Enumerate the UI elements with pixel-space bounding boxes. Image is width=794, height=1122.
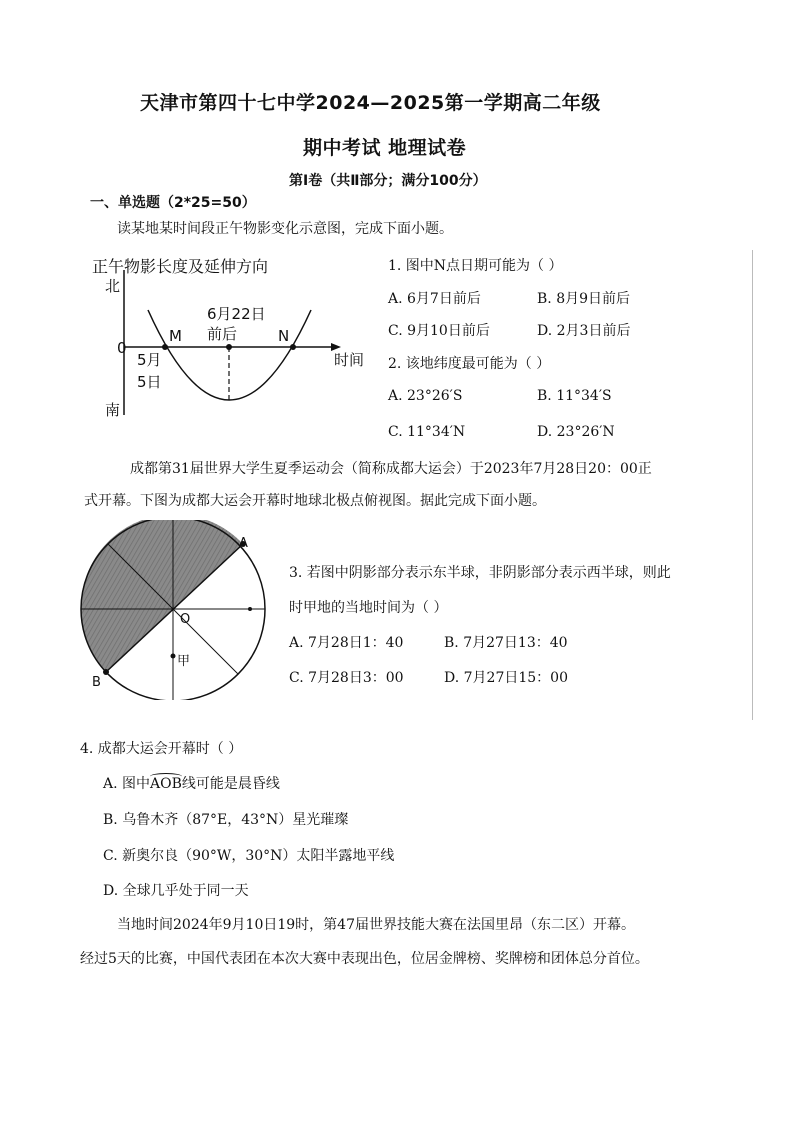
exam-title: 天津市第四十七中学2024—2025第一学期高二年级 <box>140 92 601 114</box>
q2-option-b: B. 11°34′S <box>537 388 612 404</box>
label-o: O <box>180 612 191 627</box>
q2-option-d: D. 23°26′N <box>537 424 615 440</box>
q4-option-a-arc: AOB <box>150 776 182 792</box>
q2-option-a: A. 23°26′S <box>388 388 463 404</box>
q3-option-a: A. 7月28日1：40 <box>289 635 404 651</box>
volume-info: 第Ⅰ卷（共Ⅱ部分；满分100分） <box>289 173 487 189</box>
intro-3-line-1: 当地时间2024年9月10日19时，第47届世界技能大赛在法国里昂（东二区）开幕。 <box>117 917 635 933</box>
q3-option-c: C. 7月28日3：00 <box>289 670 404 686</box>
eastern-hemisphere-shade <box>81 520 243 672</box>
q4-stem: 4. 成都大运会开幕时（ ） <box>80 741 243 757</box>
point-n <box>290 344 296 350</box>
label-jia: 甲 <box>177 654 191 669</box>
exam-subtitle: 期中考试 地理试卷 <box>303 137 467 159</box>
q3-option-b: B. 7月27日13：40 <box>444 635 568 651</box>
label-north: 北 <box>105 277 121 295</box>
label-may5-day: 5日 <box>137 373 162 391</box>
label-n: N <box>278 327 290 345</box>
section-heading: 一、单选题（2*25=50） <box>90 195 256 211</box>
label-m: M <box>169 327 182 345</box>
intro-3-line-2: 经过5天的比赛，中国代表团在本次大赛中表现出色，位居金牌榜、奖牌榜和团体总分首位。 <box>80 951 649 967</box>
label-zero: 0 <box>117 339 127 357</box>
q1-option-b: B. 8月9日前后 <box>537 291 631 307</box>
intro-1: 读某地某时间段正午物影变化示意图，完成下面小题。 <box>117 221 453 237</box>
q1-option-a: A. 6月7日前后 <box>388 291 481 307</box>
graph-title: 正午物影长度及延伸方向 <box>92 257 269 276</box>
q4-option-a-suffix: 线可能是晨昏线 <box>181 776 280 792</box>
label-south: 南 <box>105 401 121 419</box>
q1-stem: 1. 图中N点日期可能为（ ） <box>388 258 563 274</box>
label-jun22-around: 前后 <box>207 325 238 343</box>
label-may5-month: 5月 <box>137 351 162 369</box>
q4-option-c: C. 新奥尔良（90°W，30°N）太阳半露地平线 <box>103 848 395 864</box>
label-time: 时间 <box>334 351 365 369</box>
q4-option-a <box>103 773 280 793</box>
label-jun22-date: 6月22日 <box>207 305 266 323</box>
scan-margin-line <box>752 250 753 720</box>
intro-2-line-2: 式开幕。下图为成都大运会开幕时地球北极点俯视图。据此完成下面小题。 <box>84 493 546 509</box>
q4-option-d: D. 全球几乎处于同一天 <box>103 883 249 899</box>
q3-stem-line-1: 3. 若图中阴影部分表示东半球，非阴影部分表示西半球，则此 <box>289 565 671 581</box>
q4-option-a-prefix: A. 图中 <box>103 776 151 792</box>
point-jia <box>171 654 176 659</box>
label-b: B <box>92 675 101 690</box>
point-m <box>162 344 168 350</box>
q1-option-d: D. 2月3日前后 <box>537 323 631 339</box>
point-marker-right <box>248 607 252 611</box>
q3-option-d: D. 7月27日15：00 <box>444 670 568 686</box>
intro-2-line-1: 成都第31届世界大学生夏季运动会（简称成都大运会）于2023年7月28日20：00正 <box>130 461 652 477</box>
q4-option-b: B. 乌鲁木齐（87°E，43°N）星光璀璨 <box>103 812 349 828</box>
q2-option-c: C. 11°34′N <box>388 424 466 440</box>
label-a: A <box>239 536 248 551</box>
q3-stem-line-2: 时甲地的当地时间为（ ） <box>289 600 448 616</box>
point-jun22 <box>226 344 232 350</box>
q2-stem: 2. 该地纬度最可能为（ ） <box>388 356 551 372</box>
q1-option-c: C. 9月10日前后 <box>388 323 490 339</box>
point-b <box>103 669 109 675</box>
